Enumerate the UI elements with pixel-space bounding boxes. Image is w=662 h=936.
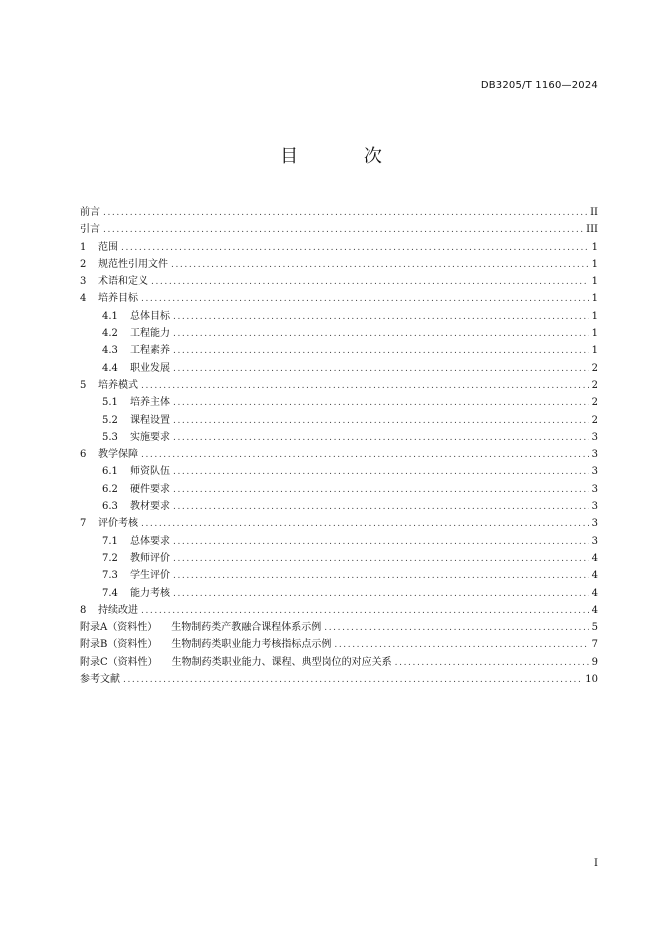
toc-entry[interactable] bbox=[80, 532, 598, 549]
toc-entry-page: 1 bbox=[591, 345, 598, 357]
toc-entry-page: 3 bbox=[591, 431, 598, 443]
toc-entry-title: 硬件要求 bbox=[130, 483, 170, 495]
document-code: DB3205/T 1160—2024 bbox=[480, 80, 598, 91]
toc-entry-page: 2 bbox=[591, 362, 598, 374]
toc-entry-page: 4 bbox=[591, 587, 598, 599]
toc-entry-title: 工程能力 bbox=[130, 328, 170, 340]
toc-entry-number: 8 bbox=[80, 604, 87, 616]
toc-entry-page: 3 bbox=[591, 449, 598, 461]
toc-dot-leader bbox=[171, 260, 589, 270]
toc-entry-title: 生物制药类产教融合课程体系示例 bbox=[171, 622, 322, 634]
toc-entry-number: 4 bbox=[80, 293, 87, 305]
toc-entry-page: 1 bbox=[591, 310, 598, 322]
toc-entry-page: 4 bbox=[591, 604, 598, 616]
toc-entry-page: II bbox=[590, 207, 598, 218]
toc-entry[interactable] bbox=[80, 238, 598, 255]
toc-dot-leader bbox=[173, 485, 589, 495]
toc-dot-leader bbox=[141, 519, 589, 529]
toc-entry-title: 术语和定义 bbox=[98, 276, 148, 288]
toc-entry[interactable] bbox=[80, 635, 598, 652]
toc-entry-number: 5.2 bbox=[102, 414, 118, 426]
toc-entry-title: 持续改进 bbox=[98, 604, 138, 616]
toc-entry[interactable] bbox=[80, 359, 598, 376]
toc-entry-title: 教师评价 bbox=[130, 552, 170, 564]
toc-dot-leader bbox=[103, 208, 587, 218]
page-number: I bbox=[594, 858, 598, 869]
toc-entry-page: 3 bbox=[591, 501, 598, 513]
toc-entry[interactable] bbox=[80, 445, 598, 462]
toc-entry[interactable] bbox=[80, 514, 598, 531]
toc-dot-leader bbox=[173, 502, 589, 512]
toc-entry-title: 培养模式 bbox=[98, 379, 138, 391]
toc-entry-number: 附录C（资料性） bbox=[80, 656, 158, 668]
toc-entry-title: 课程设置 bbox=[130, 414, 170, 426]
toc-entry[interactable] bbox=[80, 618, 598, 635]
toc-entry-title: 教材要求 bbox=[130, 501, 170, 513]
toc-entry-title: 生物制药类职业能力考核指标点示例 bbox=[171, 639, 332, 651]
toc-entry-page: 7 bbox=[591, 639, 598, 651]
toc-dot-leader bbox=[173, 329, 589, 339]
toc-entry[interactable] bbox=[80, 341, 598, 358]
toc-entry[interactable] bbox=[80, 428, 598, 445]
toc-entry-number: 6.3 bbox=[102, 501, 118, 513]
table-of-contents bbox=[80, 203, 598, 687]
toc-dot-leader bbox=[173, 589, 589, 599]
toc-entry-title: 范围 bbox=[98, 241, 118, 253]
toc-entry-title: 前言 bbox=[80, 207, 100, 218]
toc-entry-title: 工程素养 bbox=[130, 345, 170, 357]
toc-entry-title: 评价考核 bbox=[98, 518, 138, 530]
toc-dot-leader bbox=[173, 554, 589, 564]
toc-entry[interactable] bbox=[80, 566, 598, 583]
toc-dot-leader bbox=[173, 537, 589, 547]
toc-entry-page: 2 bbox=[591, 379, 598, 391]
toc-entry-page: 1 bbox=[591, 276, 598, 288]
toc-dot-leader bbox=[123, 675, 582, 685]
toc-entry-page: 4 bbox=[591, 552, 598, 564]
toc-entry[interactable] bbox=[80, 411, 598, 428]
toc-entry-page: 5 bbox=[591, 622, 598, 634]
toc-dot-leader bbox=[173, 312, 589, 322]
toc-entry-number: 7.3 bbox=[102, 570, 118, 582]
toc-entry-number: 6.2 bbox=[102, 483, 118, 495]
toc-entry[interactable] bbox=[80, 393, 598, 410]
toc-entry[interactable] bbox=[80, 480, 598, 497]
toc-dot-leader bbox=[173, 346, 589, 356]
toc-entry-number: 1 bbox=[80, 241, 87, 253]
toc-entry[interactable] bbox=[80, 653, 598, 670]
toc-entry-number: 4.2 bbox=[102, 328, 118, 340]
toc-entry-title: 规范性引用文件 bbox=[98, 258, 168, 270]
toc-dot-leader bbox=[141, 381, 589, 391]
toc-entry-page: 3 bbox=[591, 483, 598, 495]
toc-dot-leader bbox=[173, 467, 589, 477]
toc-entry-number: 附录B（资料性） bbox=[80, 639, 158, 651]
toc-dot-leader bbox=[173, 416, 589, 426]
toc-entry-title: 参考文献 bbox=[80, 674, 120, 686]
toc-entry[interactable] bbox=[80, 549, 598, 566]
toc-entry-number: 6 bbox=[80, 449, 87, 461]
toc-entry-page: 3 bbox=[591, 466, 598, 478]
toc-dot-leader bbox=[173, 364, 589, 374]
toc-entry-title: 实施要求 bbox=[130, 431, 170, 443]
toc-dot-leader bbox=[151, 277, 589, 287]
toc-dot-leader bbox=[103, 225, 583, 235]
toc-entry-title: 教学保障 bbox=[98, 449, 138, 461]
toc-entry-number: 7.4 bbox=[102, 587, 118, 599]
toc-entry[interactable] bbox=[80, 220, 598, 237]
page-title: 目 次 bbox=[280, 146, 412, 167]
toc-entry[interactable] bbox=[80, 601, 598, 618]
toc-entry-page: 4 bbox=[591, 570, 598, 582]
toc-entry-number: 附录A（资料性） bbox=[80, 622, 158, 634]
toc-dot-leader bbox=[395, 658, 589, 668]
toc-entry-page: 1 bbox=[591, 293, 598, 305]
toc-dot-leader bbox=[141, 606, 589, 616]
toc-entry[interactable] bbox=[80, 462, 598, 479]
toc-entry[interactable] bbox=[80, 307, 598, 324]
toc-entry-page: 9 bbox=[591, 656, 598, 668]
toc-entry-page: 2 bbox=[591, 397, 598, 409]
toc-entry-page: 1 bbox=[591, 258, 598, 270]
toc-entry[interactable] bbox=[80, 376, 598, 393]
toc-entry[interactable] bbox=[80, 584, 598, 601]
toc-entry-page: 10 bbox=[585, 674, 598, 686]
toc-dot-leader bbox=[334, 640, 588, 650]
toc-entry[interactable] bbox=[80, 203, 598, 220]
toc-entry-page: 1 bbox=[591, 241, 598, 253]
toc-entry-number: 2 bbox=[80, 258, 87, 270]
toc-entry-title: 生物制药类职业能力、课程、典型岗位的对应关系 bbox=[171, 656, 392, 668]
toc-entry[interactable] bbox=[80, 272, 598, 289]
toc-entry-title: 培养主体 bbox=[130, 397, 170, 409]
toc-dot-leader bbox=[324, 623, 588, 633]
toc-entry-page: III bbox=[586, 224, 598, 236]
toc-entry-number: 6.1 bbox=[102, 466, 118, 478]
toc-entry-number: 7.2 bbox=[102, 552, 118, 564]
toc-entry-title: 师资队伍 bbox=[130, 466, 170, 478]
toc-entry-number: 4.1 bbox=[102, 310, 118, 322]
toc-entry-title: 职业发展 bbox=[130, 362, 170, 374]
toc-entry[interactable] bbox=[80, 324, 598, 341]
toc-entry[interactable] bbox=[80, 255, 598, 272]
toc-entry-title: 培养目标 bbox=[98, 293, 138, 305]
toc-entry-number: 5.3 bbox=[102, 431, 118, 443]
toc-entry-number: 3 bbox=[80, 276, 87, 288]
toc-entry-number: 5 bbox=[80, 379, 87, 391]
toc-entry-page: 2 bbox=[591, 414, 598, 426]
toc-entry-number: 4.4 bbox=[102, 362, 118, 374]
toc-dot-leader bbox=[141, 450, 589, 460]
toc-entry-title: 能力考核 bbox=[130, 587, 170, 599]
toc-entry-title: 引言 bbox=[80, 224, 100, 236]
toc-dot-leader bbox=[121, 243, 589, 253]
toc-dot-leader bbox=[173, 433, 589, 443]
toc-entry[interactable] bbox=[80, 670, 598, 687]
toc-entry-number: 7.1 bbox=[102, 535, 118, 547]
toc-dot-leader bbox=[141, 294, 589, 304]
toc-entry-number: 7 bbox=[80, 518, 87, 530]
toc-entry[interactable] bbox=[80, 289, 598, 306]
toc-dot-leader bbox=[173, 571, 589, 581]
toc-entry-number: 4.3 bbox=[102, 345, 118, 357]
toc-entry-title: 学生评价 bbox=[130, 570, 170, 582]
toc-dot-leader bbox=[173, 398, 589, 408]
toc-entry-title: 总体要求 bbox=[130, 535, 170, 547]
toc-entry-title: 总体目标 bbox=[130, 310, 170, 322]
toc-entry-page: 3 bbox=[591, 518, 598, 530]
toc-entry-number: 5.1 bbox=[102, 397, 118, 409]
toc-entry-page: 3 bbox=[591, 535, 598, 547]
toc-entry-page: 1 bbox=[591, 328, 598, 340]
toc-entry[interactable] bbox=[80, 497, 598, 514]
